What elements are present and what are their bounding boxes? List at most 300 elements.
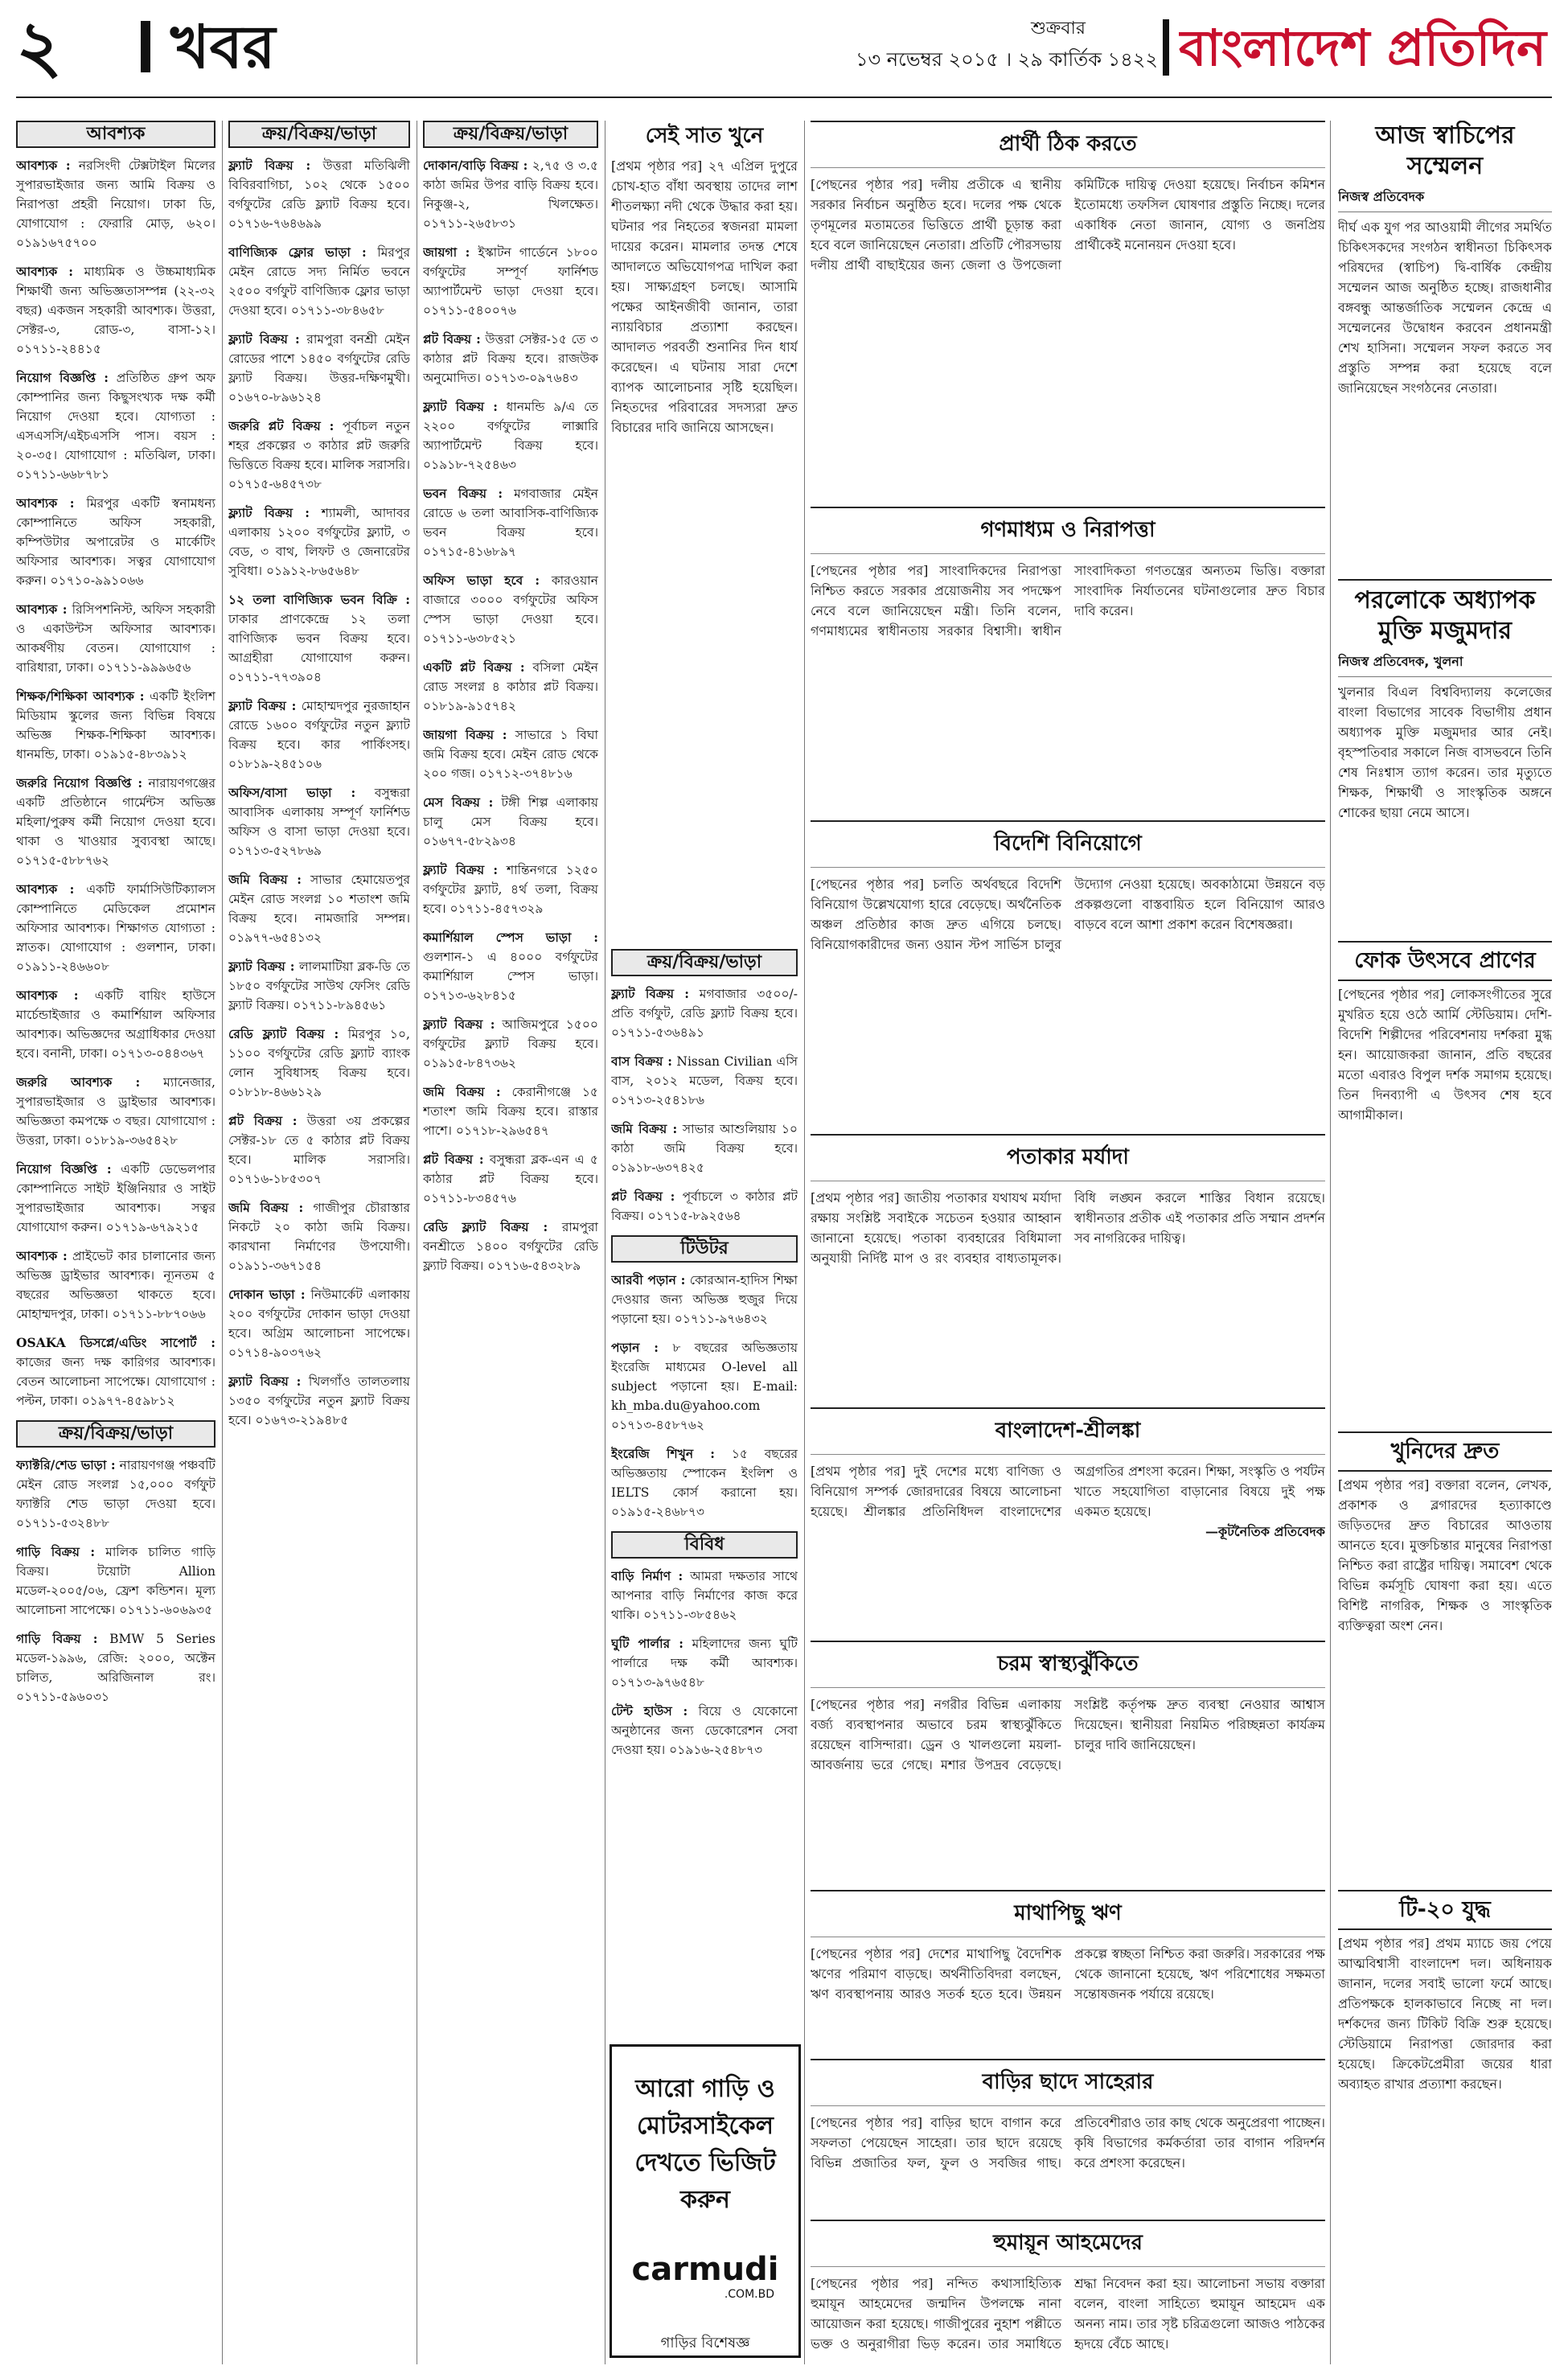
classified-ad bbox=[228, 1198, 410, 1275]
classified-ad-phone: ০১৭১১-৬০৬৯৩৫ bbox=[119, 1603, 213, 1617]
classified-ad-phone: ০১৭১৯-৬৭৯২১৫ bbox=[105, 1220, 199, 1234]
article-body: [পেছনের পৃষ্ঠার পর] লোকসংগীতের সুরে মুখরিত হয়ে ওঠে আর্মি স্টেডিয়াম। দেশি-বিদেশি শিল্পীদের পরিবেশনায় দর্শকরা মুগ্ধ হন। আয়োজকরা জানান, প্রতি বছরের মতো এবারও বিপুল দর্শক সমাগম হয়েছে। তিন দিনব্যাপী এ উৎসব শেষ হবে আগামীকাল। bbox=[1338, 987, 1552, 1123]
classified-ad-text: মিরপুর একটি স্বনামধন্য কোম্পানিতে অফিস সহকারী, কম্পিউটার অপারেটর ও মার্কেটিং অফিসার আবশ্যক। সত্বর যোগাযোগ করুন। bbox=[16, 496, 215, 588]
classified-ad-lead: ফ্ল্যাট বিক্রয় : bbox=[228, 1374, 302, 1389]
article-headline: সেই সাত খুনে bbox=[645, 124, 764, 148]
issue-date: ১৩ নভেম্বর ২০১৫ । ২৯ কার্তিক ১৪২২ bbox=[855, 48, 1158, 71]
classified-ad-lead: ইংরেজি শিখুন : bbox=[611, 1446, 716, 1461]
article-headline: খুনিদের দ্রুত bbox=[1338, 1431, 1552, 1472]
classified-ad-phone: ০১৭১১-৫৯৬০৩১ bbox=[16, 1690, 109, 1704]
news-debt bbox=[811, 1890, 1325, 2051]
article-body: [পেছনের পৃষ্ঠার পর] দেশের মাথাপিছু বৈদেশিক ঋণের পরিমাণ বাড়ছে। অর্থনীতিবিদরা বলছেন, ঋণ ব্যবস্থাপনায় আরও সতর্ক হতে হবে। উন্নয়ন প্রকল্পে স্বচ্ছতা নিশ্চিত করা জরুরি। সরকারের পক্ষ থেকে জানানো হয়েছে, ঋণ পরিশোধের সক্ষমতা সন্তোষজনক পর্যায়ে রয়েছে। bbox=[811, 1946, 1325, 2002]
classified-ad-lead: ভবন বিক্রয় : bbox=[423, 486, 503, 501]
classified-ad bbox=[423, 860, 598, 918]
classified-ad bbox=[228, 503, 410, 581]
classified-ad-text: একটি ডেভেলপার কোম্পানিতে সাইট ইঞ্জিনিয়ার ও সাইট সুপারভাইজার আবশ্যক। সত্বর যোগাযোগ করুন। bbox=[16, 1162, 215, 1234]
classified-ad-phone: ০১৭১১-২৬৫৮৩১ bbox=[423, 216, 516, 231]
classified-ad bbox=[228, 870, 410, 947]
article-body: দীর্ঘ এক যুগ পর আওয়ামী লীগের সমর্থিত চিকিৎসকদের সংগঠন স্বাধীনতা চিকিৎসক পরিষদের (স্বাচিপ) দ্বি-বার্ষিক কেন্দ্রীয় সম্মেলন আজ অনুষ্ঠিত হচ্ছে। রাজধানীর বঙ্গবন্ধু আন্তর্জাতিক সম্মেলন কেন্দ্রে এ সম্মেলনের উদ্বোধন করবেন প্রধানমন্ত্রী শেখ হাসিনা। সম্মেলন সফল করতে সব প্রস্তুতি সম্পন্ন করা হয়েছে বলে জানিয়েছেন সংগঠনের নেতারা। bbox=[1338, 220, 1552, 396]
classified-ad-text: মগবাজার ৩৫০০/- প্রতি বর্গফুট, রেডি ফ্ল্যাট বিক্রয় হবে। bbox=[611, 987, 798, 1021]
classified-ad-phone: ০১৭১১-৫৩৬৪৯১ bbox=[611, 1025, 704, 1040]
classified-ad-text: মালিক চালিত গাড়ি বিক্রয়। টয়োটা Allion মডেল-২০০৫/০৬, ফ্রেশ কন্ডিশন। মূল্য আলোচনা সাপেক্ষে। bbox=[16, 1545, 215, 1617]
article-body: [পেছনের পৃষ্ঠার পর] বাড়ির ছাদে বাগান করে সফলতা পেয়েছেন সাহেরা। তার ছাদে রয়েছে বিভিন্ন প্রজাতির ফল, ফুল ও সবজির গাছ। প্রতিবেশীরাও তার কাছ থেকে অনুপ্রেরণা পাচ্ছেন। কৃষি বিভাগের কর্মকর্তারা তার বাগান পরিদর্শন করে প্রশংসা করেছেন। bbox=[811, 2115, 1325, 2171]
article-headline: বিদেশি বিনিয়োগে bbox=[811, 820, 1325, 868]
classified-section-head: বিবিধ bbox=[611, 1531, 798, 1559]
classified-ad bbox=[611, 1634, 798, 1692]
classified-ad bbox=[423, 658, 598, 716]
classified-ad-text: বসুন্ধরা আবাসিক এলাকায় সম্পূর্ণ ফার্নিশড অফিস ও বাসা ভাড়া দেওয়া হবে। bbox=[228, 786, 410, 839]
classified-ad-text: মিরপুর ১০, ১১০০ বর্গফুটের রেডি ফ্ল্যাট ব্যাংক লোন সুবিধাসহ বিক্রয় হবে। bbox=[228, 1027, 410, 1080]
classified-ad-text: শান্তিনগরে ১২৫০ বর্গফুটের ফ্ল্যাট, ৪র্থ তলা, বিক্রয় হবে। bbox=[423, 863, 598, 916]
classified-ad-lead: রেডি ফ্ল্যাট বিক্রয় : bbox=[423, 1219, 548, 1234]
classified-ad-lead: রেডি ফ্ল্যাট বিক্রয় : bbox=[228, 1026, 339, 1041]
classified-ad-lead: মেস বিক্রয় : bbox=[423, 795, 494, 810]
classified-ad bbox=[16, 1247, 215, 1324]
classified-ad-lead: ফ্ল্যাট বিক্রয় : bbox=[228, 959, 295, 974]
classified-ad bbox=[16, 600, 215, 677]
classified-ad-lead: অফিস ভাড়া হবে : bbox=[423, 573, 540, 588]
classified-ad-phone: ০১৯১৫-২৪৬৮৭৩ bbox=[611, 1505, 704, 1519]
carmudi-advertisement[interactable] bbox=[610, 2044, 801, 2358]
classified-ad-phone: ০১৯১২-৮৬৫৬৪৮ bbox=[265, 564, 359, 578]
news-foreign-investment bbox=[811, 820, 1325, 1126]
classified-ad bbox=[423, 484, 598, 561]
classified-column-4 bbox=[611, 949, 798, 2035]
article-headline: গণমাধ্যম ও নিরাপত্তা bbox=[811, 507, 1325, 554]
classified-ad-phone: ০১৭১৫-৪১৬৮৯৭ bbox=[423, 544, 516, 559]
classified-ad-lead: ফ্ল্যাট বিক্রয় : bbox=[611, 986, 689, 1001]
article-headline: হুমায়ূন আহমেদের bbox=[811, 2220, 1325, 2267]
article-headline: ফোক উৎসবে প্রাণের bbox=[1338, 941, 1552, 981]
classified-ad-phone: ০১৭১১-৩৮৫৪৬২ bbox=[643, 1608, 737, 1622]
classified-ad-text: ধানমন্ডি ৯/এ তে ২২০০ বর্গফুটের লাক্সারি অ্যাপার্টমেন্ট বিক্রয় হবে। bbox=[423, 400, 598, 453]
classified-ad bbox=[228, 696, 410, 774]
classified-list bbox=[611, 1271, 798, 1522]
classified-ad-phone: ০১৭১৪-৯০৩৭৬২ bbox=[228, 1345, 322, 1360]
classified-ad-phone: ০১৭১১-৯৭৬৪৩২ bbox=[674, 1312, 768, 1326]
classified-ad bbox=[611, 1444, 798, 1522]
classified-ad-lead: একটি প্লট বিক্রয় : bbox=[423, 659, 525, 675]
classified-ad-text: বিয়ে ও যেকোনো অনুষ্ঠানের জন্য ডেকোরেশন সেবা দেওয়া হয়। bbox=[611, 1704, 798, 1757]
classified-ad-lead: ফ্ল্যাট বিক্রয় : bbox=[423, 862, 499, 877]
section-title: খবর bbox=[170, 13, 276, 82]
classified-ad-lead: OSAKA ডিসপ্লে/এডিং সাপোর্ট : bbox=[16, 1335, 215, 1350]
classified-ad-lead: আবশ্যক : bbox=[16, 1248, 68, 1263]
classified-ad-phone: ০১৯১৬৭৫৭০০ bbox=[16, 236, 97, 250]
article-byline: নিজস্ব প্রতিবেদক bbox=[1338, 187, 1552, 212]
news-health-risk bbox=[811, 1641, 1325, 1882]
news-obituary bbox=[1338, 579, 1552, 933]
news-rooftop bbox=[811, 2059, 1325, 2212]
article-body: [প্রথম পৃষ্ঠার পর] জাতীয় পতাকার যথাযথ মর্যাদা রক্ষায় সংশ্লিষ্ট সবাইকে সচেতন হওয়ার আহ্বান জানানো হয়েছে। পতাকা ব্যবহারের বিধিমালা অনুযায়ী নির্দিষ্ট মাপ ও রং ব্যবহার বাধ্যতামূলক। বিধি লঙ্ঘন করলে শাস্তির বিধান রয়েছে। স্বাধীনতার প্রতীক এই পতাকার প্রতি সম্মান প্রদর্শন সব নাগরিকের দায়িত্ব। bbox=[811, 1190, 1325, 1266]
classified-ad bbox=[423, 156, 598, 233]
classified-ad-lead: জরুরি নিয়োগ বিজ্ঞপ্তি : bbox=[16, 775, 143, 791]
classified-ad-text: একটি ইংলিশ মিডিয়াম স্কুলের জন্য বিভিন্ন বিষয়ে অভিজ্ঞ শিক্ষক-শিক্ষিকা আবশ্যক। ধানমন্ডি, ঢাকা। bbox=[16, 689, 215, 762]
masthead bbox=[0, 0, 1568, 95]
classified-ad bbox=[228, 1025, 410, 1102]
classified-ad-text: সাভার হেমায়েতপুর মেইন রোড সংলগ্ন ১০ শতাংশ জমি বিক্রয় হবে। নামজারি সম্পন্ন। bbox=[228, 873, 410, 926]
classified-ad-lead: টেন্ট হাউস : bbox=[611, 1703, 688, 1719]
classified-ad-phone: ০১৭১১-৭৭৩৯০৪ bbox=[228, 670, 322, 684]
classified-ad-phone: ০১৭১১-৩৮৪৬৫৮ bbox=[290, 303, 384, 318]
classified-ad-text: BMW 5 Series মডেল-১৯৯৬, রেজি: ২০০০, অক্টেন চালিত, অরিজিনাল রং। bbox=[16, 1632, 215, 1685]
news-area bbox=[811, 121, 1325, 2364]
classified-ad-lead: প্লট বিক্রয় : bbox=[423, 1152, 484, 1167]
news-trial bbox=[1338, 1431, 1552, 1882]
classified-ad bbox=[228, 1372, 410, 1430]
article-headline: আজ স্বাচিপের সম্মেলন bbox=[1375, 121, 1515, 180]
classified-ad-phone: ০১৯৭৭-৬৫৪১৩২ bbox=[228, 930, 322, 945]
classified-section-head: ক্রয়/বিক্রয়/ভাড়া bbox=[423, 121, 598, 148]
news-conference bbox=[1338, 121, 1552, 571]
article-body: [পেছনের পৃষ্ঠার পর] সাংবাদিকদের নিরাপত্তা নিশ্চিত করতে সরকার প্রয়োজনীয় সব পদক্ষেপ নেবে বলে জানিয়েছেন মন্ত্রী। তিনি বলেন, গণমাধ্যমের স্বাধীনতায় সরকার বিশ্বাসী। স্বাধীন সাংবাদিকতা গণতন্ত্রের অন্যতম ভিত্তি। বক্তারা সাংবাদিক নির্যাতনের ঘটনাগুলোর দ্রুত বিচার দাবি করেন। bbox=[811, 563, 1325, 639]
classified-ad-phone: ০১৭১১-৫৩২৪৮৮ bbox=[16, 1516, 109, 1530]
classified-ad-text: নারায়ণগঞ্জ পঞ্চবটি মেইন রোড সংলগ্ন ১৫,০০০ বর্গফুট ফ্যাক্টরি শেড ভাড়া দেওয়া হবে। bbox=[16, 1458, 215, 1511]
classified-ad-phone: ০১৭১১-৬৬৮৭৮১ bbox=[16, 467, 109, 482]
news-flag-dignity bbox=[811, 1134, 1325, 1399]
classified-ad bbox=[611, 1187, 798, 1226]
classified-ad-phone: ০১৬৭৩-২১৯৪৮৫ bbox=[255, 1413, 349, 1427]
classified-ad bbox=[423, 330, 598, 388]
news-folk-festival bbox=[1338, 941, 1552, 1423]
classified-ad-phone: ০১৮১৯-২৪৫১০৬ bbox=[228, 757, 322, 771]
classified-ad-lead: বাস বিক্রয় : bbox=[611, 1054, 672, 1069]
classified-ad bbox=[16, 1629, 215, 1707]
classified-ad-phone: ০১৭১৬-৭৬৪৬৯৯ bbox=[228, 216, 322, 231]
classified-ad-lead: ফ্যাক্টরি/শেড ভাড়া : bbox=[16, 1457, 116, 1472]
classified-list bbox=[16, 1456, 215, 1707]
classified-ad bbox=[423, 397, 598, 474]
classified-section-head: ক্রয়/বিক্রয়/ভাড়া bbox=[16, 1420, 215, 1448]
classified-ad-lead: দোকান ভাড়া : bbox=[228, 1287, 306, 1302]
classified-ad-lead: গাড়ি বিক্রয় : bbox=[16, 1631, 98, 1646]
classified-ad bbox=[423, 793, 598, 851]
article-headline: প্রার্থী ঠিক করতে bbox=[811, 121, 1325, 168]
ad-text: আরো গাড়ি ও মোটরসাইকেল দেখতে ভিজিট করুন bbox=[634, 2075, 776, 2214]
classified-ad-phone: ০১৭১৩-০৪৪৩৬৭ bbox=[111, 1046, 205, 1061]
classified-ad bbox=[423, 1082, 598, 1140]
article-headline: মাথাপিছু ঋণ bbox=[811, 1890, 1325, 1937]
classified-ad-text: মিরপুর মেইন রোডে সদ্য নির্মিত ভবনে ২৫০০ বর্গফুট বাণিজ্যিক ফ্লোর ভাড়া দেওয়া হবে। bbox=[228, 245, 410, 318]
classified-ad bbox=[423, 571, 598, 648]
classified-ad-text: রামপুরা বনশ্রীতে ১৪০০ বর্গফুটের রেডি ফ্ল্যাট বিক্রয়। bbox=[423, 1220, 598, 1273]
classified-ad bbox=[423, 725, 598, 783]
article-headline: বাড়ির ছাদে সাহেরার bbox=[811, 2059, 1325, 2106]
classified-ad-text: শ্যামলী, আদাবর এলাকায় ১২০০ বর্গফুটের ফ্ল্যাট, ৩ বেড, ৩ বাথ, লিফট ও জেনারেটর সুবিধা। bbox=[228, 506, 410, 578]
classified-ad-text: উত্তরা সেক্টর-১৫ তে ৩ কাঠার প্লট বিক্রয় হবে। রাজউক অনুমোদিত। bbox=[423, 332, 598, 385]
news-seven-murders bbox=[611, 121, 798, 941]
classified-ad-phone: ০১৮১৯-৩৬৫৪২৮ bbox=[84, 1133, 179, 1148]
classified-ad-lead: জায়গা : bbox=[423, 244, 470, 260]
classified-ad bbox=[16, 1073, 215, 1150]
classified-ad-lead: পড়ান : bbox=[611, 1340, 659, 1355]
classified-ad bbox=[16, 774, 215, 870]
classified-ad-text: মোহাম্মদপুর নুরজাহান রোডে ১৬০০ বর্গফুটের নতুন ফ্ল্যাট বিক্রয় হবে। কার পার্কিংসহ। bbox=[228, 699, 410, 752]
classified-ad-lead: জায়গা বিক্রয় : bbox=[423, 727, 507, 742]
classified-ad-phone: ০১৭১২-৩৭৪৮১৬ bbox=[478, 766, 573, 781]
classified-ad-text: Nissan Civilian এসি বাস, ২০১২ মডেল, বিক্রয় হবে। bbox=[611, 1054, 798, 1088]
classified-ad-lead: আবশ্যক : bbox=[16, 158, 71, 173]
classified-ad-phone: ০১৯১১-২৪৬৬০৮ bbox=[16, 959, 109, 974]
classified-list bbox=[611, 984, 798, 1226]
classified-ad bbox=[228, 156, 410, 233]
article-body: [প্রথম পৃষ্ঠার পর] বক্তারা বলেন, লেখক, প্রকাশক ও ব্লগারদের হত্যাকাণ্ডে জড়িতদের দ্রুত বিচারের আওতায় আনতে হবে। মুক্তচিন্তার মানুষের নিরাপত্তা নিশ্চিত করা রাষ্ট্রের দায়িত্ব। সমাবেশ থেকে বিভিন্ন কর্মসূচি ঘোষণা করা হয়। এতে বিশিষ্ট নাগরিক, শিক্ষক ও সাংস্কৃতিক ব্যক্তিত্বরা অংশ নেন। bbox=[1338, 1477, 1552, 1633]
classified-ad-lead: জরুরি আবশ্যক : bbox=[16, 1074, 141, 1090]
article-headline: পরলোকে অধ্যাপক মুক্তি মজুমদার bbox=[1338, 579, 1552, 647]
classified-column-3 bbox=[423, 121, 598, 2364]
classified-ad bbox=[16, 156, 215, 253]
right-column bbox=[1338, 121, 1552, 2364]
newspaper-logo: বাংলাদেশ প্রতিদিন bbox=[1179, 18, 1546, 77]
classified-ad-phone: ০১৭১৩-৪৫৮৭৬২ bbox=[611, 1418, 704, 1432]
classified-ad-text: কেরানীগঞ্জে ১৫ শতাংশ জমি বিক্রয় হবে। রাস্তার পাশে। bbox=[423, 1085, 598, 1138]
classified-ad-phone: ০১৯১৫-৮৪৭৩৬২ bbox=[423, 1056, 516, 1070]
classified-ad bbox=[16, 1160, 215, 1237]
classified-ad-text: নিউমার্কেট এলাকায় ২০০ বর্গফুটের দোকান ভাড়া দেওয়া হবে। অগ্রিম আলোচনা সাপেক্ষে। bbox=[228, 1288, 410, 1341]
classified-ad-lead: নিয়োগ বিজ্ঞপ্তি : bbox=[16, 370, 109, 385]
news-t20 bbox=[1338, 1890, 1552, 2364]
classified-ad-text: ২,৭৫ ও ৩.৫ কাঠা জমির উপর বাড়ি বিক্রয় হবে। নিকুঞ্জ-২, খিলক্ষেত। bbox=[423, 158, 598, 212]
classified-ad bbox=[611, 1567, 798, 1624]
article-body: খুলনার বিএল বিশ্ববিদ্যালয় কলেজের বাংলা বিভাগের সাবেক বিভাগীয় প্রধান অধ্যাপক মুক্তি মজুমদার আর নেই। বৃহস্পতিবার সকালে নিজ বাসভবনে তিনি শেষ নিঃশ্বাস ত্যাগ করেন। তার মৃত্যুতে শিক্ষক, শিক্ষার্থী ও সাংস্কৃতিক অঙ্গনে শোকের ছায়া নেমে আসে। bbox=[1338, 684, 1552, 820]
classified-ad-phone: ০১৯১১-৩৬৭১৫৪ bbox=[228, 1259, 322, 1273]
classified-ad-phone: ০১৭১৩-৫২৭৮৬৯ bbox=[228, 844, 322, 858]
classified-ad-phone: ০১৭১৩-৯৭৬৫৪৮ bbox=[611, 1675, 704, 1690]
classified-ad bbox=[228, 1111, 410, 1189]
classified-ad-phone: ০১৮১৯-৯১৫৭৪২ bbox=[423, 699, 516, 713]
classified-ad-text: নারায়ণগঞ্জের একটি প্রতিষ্ঠানে গার্মেন্টস অভিজ্ঞ মহিলা/পুরুষ কর্মী নিয়োগ দেওয়া হবে। থাকা ও খাওয়ার সুব্যবস্থা আছে। bbox=[16, 776, 215, 848]
classified-ad bbox=[228, 590, 410, 687]
classified-ad-text: একটি বায়িং হাউসে মার্চেন্ডাইজার ও কমার্শিয়াল অফিসার আবশ্যক। অভিজ্ঞদের অগ্রাধিকার দেওয়া হবে। বনানী, ঢাকা। bbox=[16, 988, 215, 1061]
classified-ad bbox=[423, 1015, 598, 1073]
classified-ad-phone: ০১৭১১-৪৫৭৩২৯ bbox=[449, 902, 544, 916]
classified-ad-phone: ০১৬৭৭-৫৮২৯৩৪ bbox=[423, 834, 516, 848]
classified-ad-text: মাধ্যমিক ও উচ্চমাধ্যমিক শিক্ষার্থী জন্য অভিজ্ঞতাসম্পন্ন (২২-৩২ বছর) একজন সহকারী আবশ্যক। উত্তরা, সেক্টর-৩, রোড-৩, বাসা-১২। bbox=[16, 265, 215, 337]
classified-ad-text: বসুন্ধরা ব্লক-এন এ ৫ কাঠার প্লট বিক্রয় হবে। bbox=[423, 1152, 598, 1186]
brand-divider bbox=[1163, 19, 1169, 76]
classified-ad-text: ৮ বছরের অভিজ্ঞতায় ইংরেজি মাধ্যমের O-level all subject পড়ানো হয়। E-mail: kh_mba.du@yahoo.com bbox=[611, 1341, 798, 1413]
classified-ad-lead: অফিস/বাসা ভাড়া : bbox=[228, 785, 356, 800]
classified-ad-lead: ঘুটি পার্লার : bbox=[611, 1636, 683, 1651]
classified-ad bbox=[228, 783, 410, 860]
classified-ad-phone: ০১৭১১-৮৮৭০৬৬ bbox=[112, 1307, 206, 1321]
classified-ad-lead: বাড়ি নির্মাণ : bbox=[611, 1568, 683, 1583]
classified-ad-phone: ০১৯১৮-৭২৫৪৬৩ bbox=[423, 458, 516, 472]
classified-ad-lead: জমি বিক্রয় : bbox=[423, 1084, 501, 1099]
classified-ad-text: পূর্বাচল নতুন শহর প্রকল্পের ৩ কাঠার প্লট জরুরি ভিত্তিতে বিক্রয় হবে। মালিক সরাসরি। bbox=[228, 419, 410, 472]
classified-ad bbox=[611, 1052, 798, 1110]
classified-ad-phone: ০১৯১৮-৬৩৭৪২৫ bbox=[611, 1160, 704, 1175]
classified-ad bbox=[423, 243, 598, 320]
classified-ad-lead: কমার্শিয়াল স্পেস ভাড়া : bbox=[423, 930, 598, 945]
classified-ad-lead: ফ্ল্যাট বিক্রয় : bbox=[228, 331, 300, 347]
classified-ad-text: আজিমপুরে ১৫০০ বর্গফুটের ফ্ল্যাট বিক্রয় হবে। bbox=[423, 1017, 598, 1051]
classified-ad bbox=[611, 1119, 798, 1177]
classified-ad bbox=[611, 1702, 798, 1760]
classified-ad-phone: ০১৮১৮-৪৬৬১২৯ bbox=[228, 1085, 322, 1099]
news-candidate bbox=[811, 121, 1325, 499]
classified-ad-phone: ০১৭১১-৬৩৮৫২১ bbox=[423, 631, 516, 646]
classified-list bbox=[423, 156, 598, 1275]
column-rule bbox=[1330, 121, 1331, 2364]
classified-ad bbox=[611, 1271, 798, 1329]
classified-ad-lead: ফ্ল্যাট বিক্রয় : bbox=[228, 158, 311, 173]
classified-ad-lead: বাণিজ্যিক ফ্লোর ভাড়া : bbox=[228, 244, 367, 260]
classified-ad-lead: গাড়ি বিক্রয় : bbox=[16, 1544, 96, 1559]
classified-ad-phone: ০১৭১৫-৮৯২৫৬৪ bbox=[647, 1209, 741, 1223]
classified-ad-lead: জমি বিক্রয় : bbox=[611, 1121, 678, 1136]
article-body: [প্রথম পৃষ্ঠার পর] দুই দেশের মধ্যে বাণিজ্য ও বিনিয়োগ সম্পর্ক জোরদারের বিষয়ে আলোচনা হয়েছে। শ্রীলঙ্কার প্রতিনিধিদল বাংলাদেশের অগ্রগতির প্রশংসা করেন। শিক্ষা, সংস্কৃতি ও পর্যটন খাতে সহযোগিতা বাড়ানোর বিষয়ে দুই পক্ষ একমত হয়েছে। bbox=[811, 1464, 1325, 1519]
masthead-divider bbox=[141, 21, 150, 72]
article-byline: নিজস্ব প্রতিবেদক, খুলনা bbox=[1338, 651, 1552, 677]
classified-ad bbox=[16, 368, 215, 484]
classified-ad-text: সাভার আশুলিয়ায় ১০ কাঠা জমি বিক্রয় হবে। bbox=[611, 1122, 798, 1156]
article-body: [পেছনের পৃষ্ঠার পর] দলীয় প্রতীকে এ স্থানীয় সরকার নির্বাচন অনুষ্ঠিত হবে। দলের পক্ষ থেকে তৃণমূলের মতামতের ভিত্তিতে প্রার্থী চূড়ান্ত করা হবে বলে জানিয়েছেন নেতারা। প্রতিটি পৌরসভায় দলীয় প্রার্থী বাছাইয়ের জন্য জেলা ও উপজেলা কমিটিকে দায়িত্ব দেওয়া হয়েছে। নির্বাচন কমিশন ইতোমধ্যে তফসিল ঘোষণার প্রস্তুতি নিচ্ছে। দলের একাধিক নেতা জানান, যোগ্য ও জনপ্রিয় প্রার্থীকেই মনোনয়ন দেওয়া হবে। bbox=[811, 177, 1325, 273]
classified-ad-phone: ০১৭১৩-২৫৪১৮৬ bbox=[611, 1093, 704, 1107]
classified-ad-phone: ০১৭১৩-৬২৮৪১৫ bbox=[423, 988, 516, 1003]
classified-ad bbox=[611, 984, 798, 1042]
classified-ad-lead: প্লট বিক্রয় : bbox=[423, 331, 481, 347]
classified-ad-text: লালমাটিয়া ব্লক-ডি তে ১৮৫০ বর্গফুটের সাউথ ফেসিং রেডি ফ্ল্যাট বিক্রয়। bbox=[228, 959, 410, 1012]
classified-ad bbox=[16, 262, 215, 359]
classified-ad-text: মগবাজার মেইন রোডে ৬ তলা আবাসিক-বাণিজ্যিক ভবন বিক্রয় হবে। bbox=[423, 487, 598, 540]
classified-section-head: ক্রয়/বিক্রয়/ভাড়া bbox=[611, 949, 798, 976]
classified-column-1 bbox=[16, 121, 215, 2364]
classified-ad-phone: ০১৭১৩-০৯৭৬৪৩ bbox=[484, 371, 578, 385]
classified-list bbox=[228, 156, 410, 1430]
classified-ad-text: রিসিপশনিস্ট, অফিস সহকারী ও একাউন্টস অফিসার আবশ্যক। আকর্ষণীয় বেতন। যোগাযোগ : বারিধারা, ঢাকা। bbox=[16, 602, 215, 675]
article-body: [প্রথম পৃষ্ঠার পর] প্রথম ম্যাচে জয় পেয়ে আত্মবিশ্বাসী বাংলাদেশ দল। অধিনায়ক জানান, দলের সবাই ভালো ফর্মে আছে। প্রতিপক্ষকে হালকাভাবে নিচ্ছে না দল। দর্শকদের জন্য টিকিট বিক্রি শুরু হয়েছে। স্টেডিয়ামে নিরাপত্তা জোরদার করা হয়েছে। ক্রিকেটপ্রেমীরা জয়ের ধারা অব্যাহত রাখার প্রত্যাশা করছেন। bbox=[1338, 1936, 1552, 2092]
classified-list bbox=[16, 156, 215, 1411]
classified-ad-text: বসিলা মেইন রোড সংলগ্ন ৪ কাঠার প্লট বিক্রয়। bbox=[423, 660, 598, 694]
classified-ad-text: ইস্কাটন গার্ডেনে ১৮০০ বর্গফুটের সম্পূর্ণ ফার্নিশড অ্যাপার্টমেন্ট ভাড়া দেওয়া হবে। bbox=[423, 245, 598, 298]
classified-ad-lead: জমি বিক্রয় : bbox=[228, 872, 302, 887]
classified-ad-lead: আবশ্যক : bbox=[16, 881, 75, 897]
article-headline: টি-২০ যুদ্ধ bbox=[1338, 1890, 1552, 1930]
classified-ad-text: রামপুরা বনশ্রী মেইন রোডের পাশে ১৪৫০ বর্গফুটের রেডি ফ্ল্যাট বিক্রয়। উত্তর-দক্ষিণমুখী। bbox=[228, 332, 410, 385]
article-headline: চরম স্বাস্থ্যঝুঁকিতে bbox=[811, 1641, 1325, 1688]
column-rule bbox=[222, 121, 223, 2364]
classified-ad-phone: ০১৭১১-৮৩৪৫৭৬ bbox=[423, 1191, 516, 1205]
classified-ad-text: প্রাইভেট কার চালানোর জন্য অভিজ্ঞ ড্রাইভার আবশ্যক। ন্যূনতম ৫ বছরের অভিজ্ঞতা থাকতে হবে। মোহাম্মদপুর, ঢাকা। bbox=[16, 1249, 215, 1321]
classified-ad-phone: ০১৭১৫-৫৮৮৭৬২ bbox=[16, 853, 109, 868]
classified-ad-lead: আবশ্যক : bbox=[16, 264, 73, 279]
issue-day: শুক্রবার bbox=[1030, 18, 1086, 39]
classified-ad-lead: আরবী পড়ান : bbox=[611, 1272, 686, 1288]
classified-ad-text: কারওয়ান বাজারে ৩০০০ বর্গফুটের অফিস স্পেস ভাড়া দেওয়া হবে। bbox=[423, 573, 598, 626]
classified-ad-phone: ০১৬৭০-৮৯৬১২৪ bbox=[228, 390, 322, 405]
page-number: ২ bbox=[16, 5, 63, 88]
article-credit: —কূটনৈতিক প্রতিবেদক bbox=[1205, 1524, 1325, 1539]
classified-ad bbox=[16, 1333, 215, 1411]
article-body: [পেছনের পৃষ্ঠার পর] নন্দিত কথাসাহিত্যিক হুমায়ূন আহমেদের জন্মদিন উপলক্ষে নানা আয়োজন করা হয়েছে। গাজীপুরের নুহাশ পল্লীতে ভক্ত ও অনুরাগীরা ভিড় করেন। তার সমাধিতে শ্রদ্ধা নিবেদন করা হয়। আলোচনা সভায় বক্তারা বলেন, বাংলা সাহিত্যে হুমায়ূন আহমেদ এক অনন্য নাম। তার সৃষ্ট চরিত্রগুলো আজও পাঠকের হৃদয়ে বেঁচে আছে। bbox=[811, 2276, 1325, 2351]
classified-ad-text: প্রতিষ্ঠিত গ্রুপ অফ কোম্পানির জন্য কিছুসংখ্যক দক্ষ কর্মী নিয়োগ দেওয়া হবে। যোগ্যতা : এসএসসি/এইচএসসি পাস। বয়স : ২০-৩৫। যোগাযোগ : মতিঝিল, ঢাকা। bbox=[16, 371, 215, 462]
classified-ad-text: ১৫ বছরের অভিজ্ঞতায় স্পোকেন ইংলিশ ও IELTS কোর্স করানো হয়। bbox=[611, 1447, 798, 1500]
classified-ad-text: কোরআন-হাদিস শিক্ষা দেওয়ার জন্য অভিজ্ঞ হুজুর দিয়ে পড়ানো হয়। bbox=[611, 1273, 798, 1326]
classified-ad-text: পূর্বাচলে ৩ কাঠার প্লট বিক্রয়। bbox=[611, 1189, 798, 1223]
classified-ad bbox=[611, 1338, 798, 1435]
ad-domain: .COM.BD bbox=[724, 2288, 774, 2301]
classified-ad-lead: আবশ্যক : bbox=[16, 495, 75, 511]
classified-ad bbox=[423, 1150, 598, 1208]
classified-ad-phone: ০১৭১০-৯৯১০৬৬ bbox=[50, 573, 144, 588]
classified-ad-lead: শিক্ষক/শিক্ষিকা আবশ্যক : bbox=[16, 688, 145, 704]
classified-ad-phone: ০১৭১৫-৬৪৫৭৩৮ bbox=[228, 477, 322, 491]
classified-ad bbox=[423, 928, 598, 1005]
classified-ad-lead: নিয়োগ বিজ্ঞপ্তি : bbox=[16, 1161, 112, 1177]
classified-ad bbox=[16, 1456, 215, 1533]
classified-ad bbox=[228, 243, 410, 320]
classified-ad-phone: ০১৭১১-২৪৪১৫ bbox=[16, 342, 101, 356]
news-media-security bbox=[811, 507, 1325, 812]
article-body: [প্রথম পৃষ্ঠার পর] ২৭ এপ্রিল দুপুরে চোখ-হাত বাঁধা অবস্থায় তাদের লাশ শীতলক্ষ্যা নদী থেকে উদ্ধার করা হয়। ঘটনার পর নিহতের স্বজনরা মামলা দায়ের করেন। মামলার তদন্ত শেষে আদালতে অভিযোগপত্র দাখিল করা হয়। সাক্ষ্যগ্রহণ চলছে। আসামি পক্ষের আইনজীবী জানান, তারা ন্যায়বিচার প্রত্যাশা করছেন। আদালত পরবর্তী শুনানির দিন ধার্য করেছেন। এ ঘটনায় সারা দেশে ব্যাপক আলোচনার সৃষ্টি হয়েছিল। নিহতদের পরিবারের সদস্যরা দ্রুত বিচারের দাবি জানিয়ে আসছেন। bbox=[611, 158, 798, 435]
classified-ad-phone: ০১৭১৬-৫৪৩২৮৯ bbox=[487, 1259, 581, 1273]
classified-ad-text: গুলশান-১ এ ৪০০০ বর্গফুটের কমার্শিয়াল স্পেস ভাড়া। bbox=[423, 950, 598, 984]
classified-ad-phone: ০১৯১৬-২৫৪৮৭৩ bbox=[669, 1743, 763, 1757]
classified-ad-text: উত্তরা মতিঝিলী বিবিরবাগিচা, ১০২ থেকে ১৫০০ বর্গফুটের রেডি ফ্ল্যাট বিক্রয় হবে। bbox=[228, 158, 410, 212]
classified-section-head: আবশ্যক bbox=[16, 121, 215, 148]
classified-ad-text: টঙ্গী শিল্প এলাকায় চালু মেস বিক্রয় হবে। bbox=[423, 795, 598, 829]
classified-ad bbox=[16, 986, 215, 1063]
classified-list bbox=[611, 1567, 798, 1760]
classified-ad-lead: জমি বিক্রয় : bbox=[228, 1200, 304, 1215]
classified-ad-lead: ফ্ল্যাট বিক্রয় : bbox=[228, 698, 297, 713]
classified-ad bbox=[228, 957, 410, 1015]
classified-ad-phone: ০১৭১১-৫৪০০৭৬ bbox=[423, 303, 516, 318]
classified-ad-text: আমরা দক্ষতার সাথে আপনার বাড়ি নির্মাণের কাজ করে থাকি। bbox=[611, 1569, 798, 1622]
classified-ad-text: নরসিংদী টেক্সটাইল মিলের সুপারভাইজার জন্য আমি বিক্রয় ও নিরাপত্তা প্রহরী নিয়োগ। ঢাকা ডি, যোগাযোগ : ফেরারি মোড়, ৬২০। bbox=[16, 158, 215, 231]
classified-ad bbox=[228, 1285, 410, 1362]
classified-ad-lead: ১২ তলা বাণিজ্যিক ভবন বিক্রি : bbox=[228, 592, 410, 607]
classified-ad bbox=[16, 1542, 215, 1620]
classified-ad-phone: ০১৭১৬-১৮৫৩০৭ bbox=[228, 1172, 322, 1186]
classified-ad-lead: জরুরি প্লট বিক্রয় : bbox=[228, 418, 335, 433]
classified-ad-text: খিলগাঁও তালতলায় ১৩৫০ বর্গফুটের নতুন ফ্ল্যাট বিক্রয় হবে। bbox=[228, 1374, 410, 1427]
classified-ad-text: কাজের জন্য দক্ষ কারিগর আবশ্যক। বেতন আলোচনা সাপেক্ষে। যোগাযোগ : পল্টন, ঢাকা। bbox=[16, 1355, 215, 1408]
article-headline: পতাকার মর্যাদা bbox=[811, 1134, 1325, 1181]
news-humayun bbox=[811, 2220, 1325, 2364]
classified-ad-lead: ফ্ল্যাট বিক্রয় : bbox=[423, 399, 498, 414]
classified-ad-lead: আবশ্যক : bbox=[16, 988, 79, 1003]
classified-ad bbox=[228, 330, 410, 407]
news-bd-srilanka bbox=[811, 1407, 1325, 1633]
classified-ad-phone: ০১৯৭৭-৪৫৯৮১২ bbox=[81, 1394, 175, 1408]
classified-ad-lead: প্লট বিক্রয় : bbox=[228, 1113, 298, 1128]
classified-ad-text: সাভারে ১ বিঘা জমি বিক্রয় হবে। মেইন রোড থেকে ২০০ গজ। bbox=[423, 728, 598, 781]
classified-ad bbox=[423, 1218, 598, 1275]
article-body: [পেছনের পৃষ্ঠার পর] চলতি অর্থবছরে বিদেশি বিনিয়োগ উল্লেখযোগ্য হারে বেড়েছে। অর্থনৈতিক অঞ্চল প্রতিষ্ঠার কাজ দ্রুত এগিয়ে চলছে। বিনিয়োগকারীদের জন্য ওয়ান স্টপ সার্ভিস চালুর উদ্যোগ নেওয়া হয়েছে। অবকাঠামো উন্নয়নে বড় প্রকল্পগুলো বাস্তবায়িত হলে বিনিয়োগ আরও বাড়বে বলে আশা প্রকাশ করেন বিশেষজ্ঞরা। bbox=[811, 877, 1325, 952]
classified-ad-text: ঢাকার প্রাণকেন্দ্রে ১২ তলা বাণিজ্যিক ভবন বিক্রয় হবে। আগ্রহীরা যোগাযোগ করুন। bbox=[228, 612, 410, 665]
classified-column-2 bbox=[228, 121, 410, 2364]
classified-ad-text: মহিলাদের জন্য ঘুটি পার্লারে দক্ষ কর্মী আবশ্যক। bbox=[611, 1637, 798, 1670]
classified-ad bbox=[16, 880, 215, 976]
article-body: [পেছনের পৃষ্ঠার পর] নগরীর বিভিন্ন এলাকায় বর্জ্য ব্যবস্থাপনার অভাবে চরম স্বাস্থ্যঝুঁকিতে রয়েছেন বাসিন্দারা। ড্রেন ও খালগুলো ময়লা-আবর্জনায় ভরে গেছে। মশার উপদ্রব বেড়েছে। সংশ্লিষ্ট কর্তৃপক্ষ দ্রুত ব্যবস্থা নেওয়ার আশ্বাস দিয়েছেন। স্থানীয়রা নিয়মিত পরিচ্ছন্নতা কার্যক্রম চালুর দাবি জানিয়েছেন। bbox=[811, 1697, 1325, 1772]
classified-ad bbox=[16, 494, 215, 590]
classified-ad-lead: দোকান/বাড়ি বিক্রয় : bbox=[423, 158, 528, 173]
ad-tagline: গাড়ির বিশেষজ্ঞ bbox=[660, 2335, 750, 2351]
column-rule bbox=[804, 121, 805, 2364]
classified-ad-phone: ০১৭১৮-২৯৬৫৪৭ bbox=[455, 1123, 549, 1138]
classified-section-head: টিউটর bbox=[611, 1235, 798, 1263]
classified-ad-phone: ০১৭১১-৯৯৯৬৫৬ bbox=[97, 660, 191, 675]
classified-ad-text: উত্তরা ৩য় প্রকল্পের সেক্টর-১৮ তে ৫ কাঠার প্লট বিক্রয় হবে। মালিক সরাসরি। bbox=[228, 1114, 410, 1167]
classified-ad-lead: ফ্ল্যাট বিক্রয় : bbox=[228, 505, 310, 520]
article-headline: বাংলাদেশ-শ্রীলঙ্কা bbox=[811, 1407, 1325, 1455]
classified-ad-lead: ফ্ল্যাট বিক্রয় : bbox=[423, 1017, 495, 1032]
classified-ad-text: গাজীপুর চৌরাস্তার নিকটে ২০ কাঠা জমি বিক্রয়। কারখানা নির্মাণের উপযোগী। bbox=[228, 1201, 410, 1254]
classified-ad-text: একটি ফার্মাসিউটিক্যালস কোম্পানিতে মেডিকেল প্রমোশন অফিসার আবশ্যক। শিক্ষাগত যোগ্যতা : স্নাতক। যোগাযোগ : গুলশান, ঢাকা। bbox=[16, 882, 215, 955]
classified-ad-phone: ০১৭১১-৮৯৪৫৬১ bbox=[293, 998, 387, 1012]
